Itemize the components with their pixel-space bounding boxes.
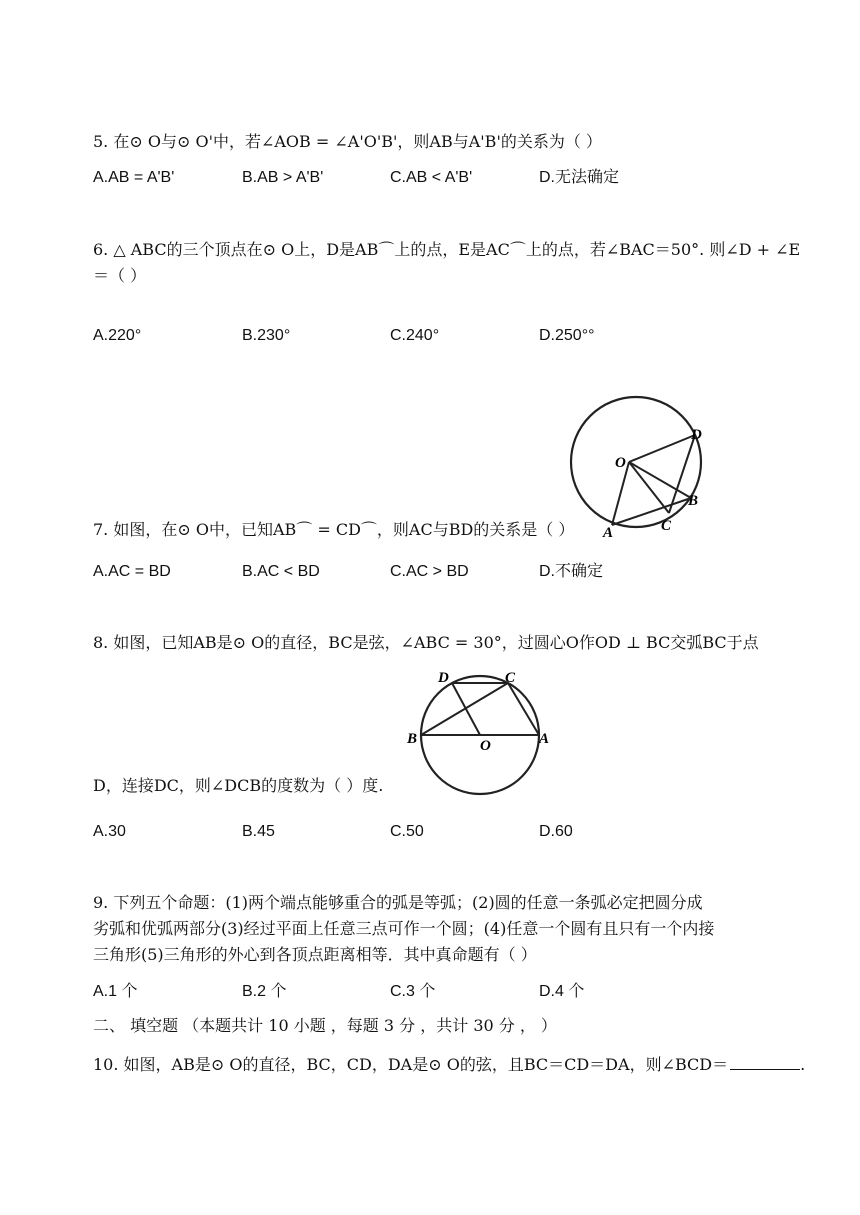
q9-stem-line1: 9. 下列五个命题：(1)两个端点能够重合的弧是等弧；(2)圆的任意一条弧必定把圆分成	[93, 893, 703, 912]
q7-label-c: C	[661, 518, 672, 534]
q8-label-o: O	[480, 738, 491, 754]
q5-option-b: B.AB > A'B'	[242, 169, 324, 186]
q7-label-a: A	[603, 525, 614, 540]
q9-option-c: C.3 个	[390, 983, 436, 1000]
q5-option-c: C.AB < A'B'	[390, 169, 473, 186]
q8-option-b: B.45	[242, 823, 275, 840]
q8-option-d: D.60	[539, 823, 573, 840]
q9-stem-line3: 三角形(5)三角形的外心到各顶点距离相等．其中真命题有（ ）	[93, 945, 537, 964]
q7-option-d: D.不确定	[539, 563, 604, 580]
q7-label-o: O	[615, 455, 626, 471]
q5-option-d: D.无法确定	[539, 169, 620, 186]
q8-label-d: D	[438, 670, 449, 686]
q5-stem: 5. 在⊙ O与⊙ O'中，若∠AOB = ∠A'O'B'，则AB与A'B'的关系为（ ）	[93, 132, 602, 151]
q6-stem-line1: 6. △ ABC的三个顶点在⊙ O上，D是AB⌒上的点，E是AC⌒上的点，若∠BAC＝50°. 则∠D + ∠E	[93, 240, 801, 259]
q8-option-c: C.50	[390, 823, 424, 840]
q9-stem-line2: 劣弧和优弧两部分(3)经过平面上任意三点可作一个圆；(4)任意一个圆有且只有一个内接	[93, 919, 715, 938]
q10-stem-text: 10. 如图，AB是⊙ O的直径，BC，CD，DA是⊙ O的弦，且BC＝CD＝DA，则∠BCD＝	[93, 1055, 729, 1074]
q5-option-a: A.AB = A'B'	[93, 169, 175, 186]
q7-label-b: B	[688, 493, 699, 509]
answer-blank[interactable]	[730, 1053, 800, 1070]
q7-option-b: B.AC < BD	[242, 563, 320, 580]
q7-figure	[565, 395, 715, 540]
q6-option-a: A.220°	[93, 327, 142, 344]
q8-stem-line1: 8. 如图，已知AB是⊙ O的直径，BC是弦，∠ABC = 30°，过圆心O作OD ⊥ BC交弧BC于点	[93, 633, 759, 652]
q7-option-a: A.AC = BD	[93, 563, 171, 580]
q6-stem-line2: ＝（ ）	[93, 266, 147, 285]
q9-option-a: A.1 个	[93, 983, 138, 1000]
q6-option-d: D.250°°	[539, 327, 595, 344]
q6-option-c: C.240°	[390, 327, 440, 344]
q9-option-d: D.4 个	[539, 983, 585, 1000]
q6-option-b: B.230°	[242, 327, 291, 344]
q8-label-c: C	[505, 670, 516, 686]
q8-stem-line2: D，连接DC，则∠DCB的度数为（ ）度.	[93, 776, 384, 795]
q10-stem-tail: .	[800, 1055, 806, 1074]
q10-stem	[93, 1053, 805, 1076]
q8-label-b: B	[407, 731, 418, 747]
q8-label-a: A	[539, 731, 550, 747]
q7-stem: 7. 如图，在⊙ O中，已知AB⌒ = CD⌒，则AC与BD的关系是（ ）	[93, 520, 575, 539]
q8-figure	[405, 663, 555, 798]
q8-option-a: A.30	[93, 823, 126, 840]
q7-option-c: C.AC > BD	[390, 563, 469, 580]
q7-label-d: D	[691, 427, 702, 443]
section-heading: 二、 填空题 （本题共计 10 小题 ，每题 3 分 ，共计 30 分 ， ）	[93, 1016, 557, 1035]
q9-option-b: B.2 个	[242, 983, 287, 1000]
